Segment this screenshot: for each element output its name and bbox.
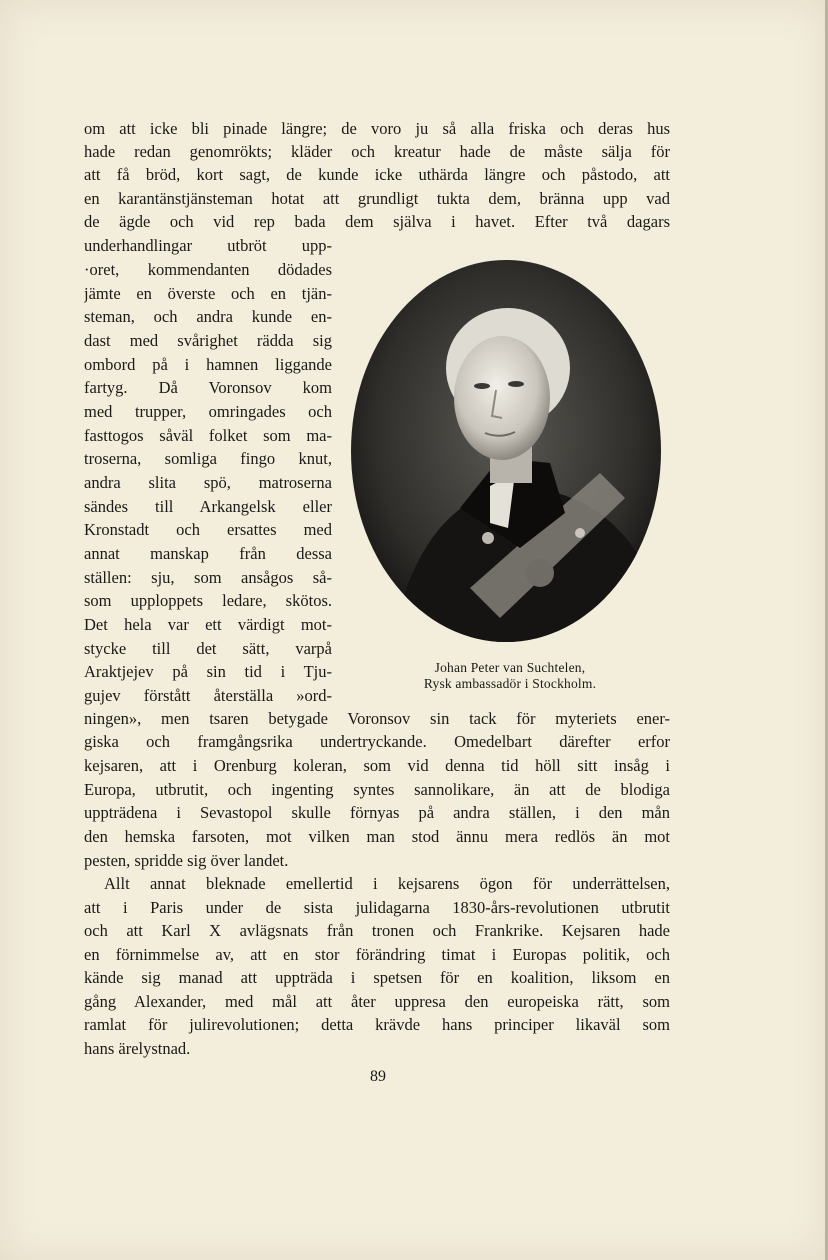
text-line: steman, och andra kunde en-	[84, 307, 332, 326]
text-line: ställen: sju, som ansågos så-	[84, 568, 332, 587]
text-line: som upploppets ledare, skötos.	[84, 591, 332, 610]
text-line: Det hela var ett värdigt mot-	[84, 615, 332, 634]
text-line: hans ärelystnad.	[84, 1039, 191, 1058]
text-line: Kronstadt och ersattes med	[84, 520, 332, 539]
text-line: att få bröd, kort sagt, de kunde icke uthärda längre och påstodo, att	[84, 165, 670, 184]
text-line: stycke till det sätt, varpå	[84, 639, 332, 658]
text-line: uppträdena i Sevastopol skulle förnyas på andra ställen, i den mån	[84, 803, 670, 822]
text-line: kände sig manad att uppträda i spetsen för en koalition, liksom en	[84, 968, 670, 987]
text-line: sändes till Arkangelsk eller	[84, 497, 332, 516]
page-number: 89	[370, 1068, 386, 1085]
text-line: Allt annat bleknade emellertid i kejsarens ögon för underrättelsen,	[104, 874, 670, 893]
text-line: och att Karl X avlägsnats från tronen och Frankrike. Kejsaren hade	[84, 921, 670, 940]
text-line: troserna, somliga fingo knut,	[84, 449, 332, 468]
text-line: en förnimmelse av, att en stor förändring timat i Europas politik, och	[84, 945, 670, 964]
text-line: att i Paris under de sista julidagarna 1830-års-revolutionen utbrutit	[84, 898, 670, 917]
text-line: Europa, utbrutit, och ingenting syntes sannolikare, än att de blodiga	[84, 780, 670, 799]
text-line: den hemska farsoten, mot vilken man stod ännu mera redlös än mot	[84, 827, 670, 846]
text-line: andra slita spö, matroserna	[84, 473, 332, 492]
text-line: jämte en överste och en tjän-	[84, 284, 332, 303]
text-line: giska och framgångsrika undertryckande. Omedelbart därefter erfor	[84, 732, 670, 751]
text-line: fasttogos såväl folket som ma-	[84, 426, 332, 445]
portrait-image	[350, 258, 662, 644]
text-line: med trupper, omringades och	[84, 402, 332, 421]
text-line: fartyg. Då Voronsov kom	[84, 378, 332, 397]
text-line: pesten, spridde sig över landet.	[84, 851, 289, 870]
text-line: ·oret, kommendanten dödades	[84, 260, 332, 279]
text-line: annat manskap från dessa	[84, 544, 332, 563]
text-line: de ägde och vid rep bada dem själva i havet. Efter två dagars	[84, 212, 670, 231]
text-line: ombord på i hamnen liggande	[84, 355, 332, 374]
text-line: om att icke bli pinade längre; de voro ju så alla friska och deras hus	[84, 119, 670, 138]
text-line: dast med svårighet rädda sig	[84, 331, 332, 350]
portrait-caption-name: Johan Peter van Suchtelen,	[434, 660, 586, 675]
text-line: en karantänstjänsteman hotat att grundligt tukta dem, bränna upp vad	[84, 189, 670, 208]
text-line: Araktjejev på sin tid i Tju-	[84, 662, 332, 681]
text-line: underhandlingar utbröt upp-	[84, 236, 332, 255]
text-line: ningen», men tsaren betygade Voronsov sin tack för myteriets ener-	[84, 709, 670, 728]
text-line: gång Alexander, med mål att åter uppresa den europeiska rätt, som	[84, 992, 670, 1011]
text-line: gujev förstått återställa »ord-	[84, 686, 332, 705]
text-line: hade redan genomrökts; kläder och kreatur hade de måste sälja för	[84, 142, 670, 161]
portrait-caption-title: Rysk ambassadör i Stockholm.	[423, 676, 597, 691]
text-line: kejsaren, att i Orenburg koleran, som vid denna tid höll sitt insåg i	[84, 756, 670, 775]
text-line: ramlat för julirevolutionen; detta krävde hans principer likaväl som	[84, 1015, 670, 1034]
